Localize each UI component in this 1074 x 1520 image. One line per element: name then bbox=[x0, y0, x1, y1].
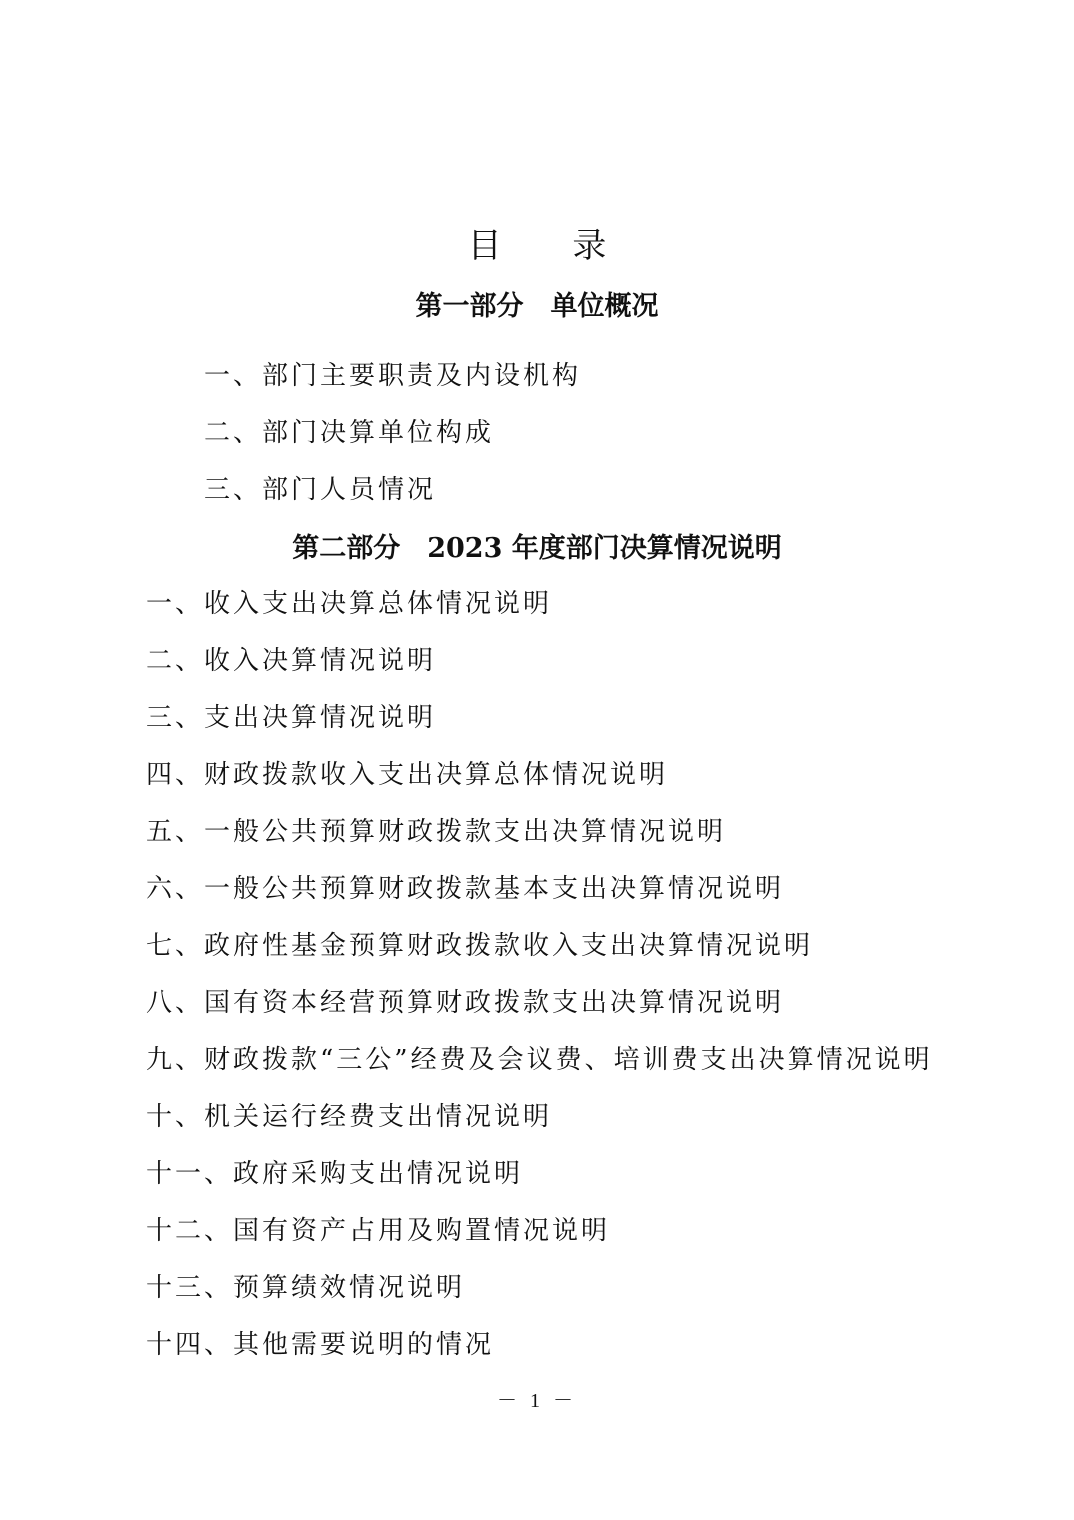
page-number: － 1 － bbox=[497, 1390, 577, 1412]
toc-entry: 二、收入决算情况说明 bbox=[146, 646, 437, 676]
toc-entry: 四、财政拨款收入支出决算总体情况说明 bbox=[146, 760, 669, 790]
toc-entry: 一、部门主要职责及内设机构 bbox=[204, 361, 582, 391]
toc-entry: 三、支出决算情况说明 bbox=[146, 703, 437, 733]
toc-entry: 三、部门人员情况 bbox=[204, 475, 437, 505]
toc-entry: 九、财政拨款“三公”经费及会议费、培训费支出决算情况说明 bbox=[146, 1045, 933, 1075]
toc-entry: 二、部门决算单位构成 bbox=[204, 418, 495, 448]
toc-entry: 十四、其他需要说明的情况 bbox=[146, 1330, 495, 1360]
part1-heading: 第一部分 单位概况 bbox=[415, 291, 659, 322]
toc-entry: 十二、国有资产占用及购置情况说明 bbox=[146, 1216, 611, 1246]
toc-entry: 八、国有资本经营预算财政拨款支出决算情况说明 bbox=[146, 988, 785, 1018]
toc-entry: 十一、政府采购支出情况说明 bbox=[146, 1159, 524, 1189]
toc-entry: 十三、预算绩效情况说明 bbox=[146, 1273, 466, 1303]
part2-heading: 第二部分 2023 年度部门决算情况说明 bbox=[292, 533, 782, 564]
toc-title: 目 录 bbox=[467, 226, 637, 266]
toc-entry: 十、机关运行经费支出情况说明 bbox=[146, 1102, 553, 1132]
toc-entry: 七、政府性基金预算财政拨款收入支出决算情况说明 bbox=[146, 931, 814, 961]
toc-entry: 六、一般公共预算财政拨款基本支出决算情况说明 bbox=[146, 874, 785, 904]
toc-entry: 五、一般公共预算财政拨款支出决算情况说明 bbox=[146, 817, 727, 847]
toc-entry: 一、收入支出决算总体情况说明 bbox=[146, 589, 553, 619]
